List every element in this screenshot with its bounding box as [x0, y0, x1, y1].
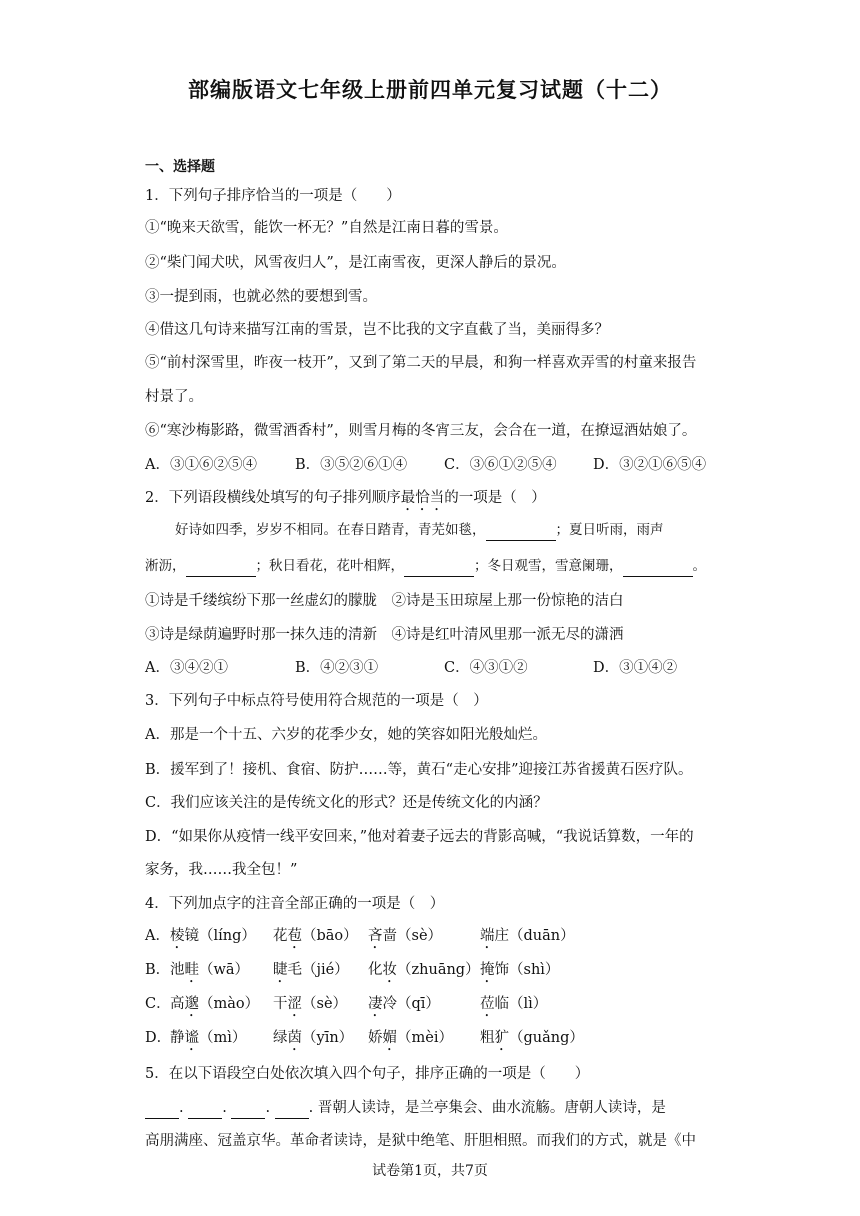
- q1-sentence-3: ③一提到雨，也就必然的要想到雪。: [145, 289, 377, 305]
- q4-pinyin-item: [273, 926, 358, 952]
- q4-item-post: 啬（sè）: [382, 928, 443, 944]
- q1-stem: 1．下列句子排序恰当的一项是（ ）: [145, 188, 401, 204]
- q4-item-dot: 媚: [382, 1030, 397, 1046]
- q4-option-label: C．: [145, 996, 171, 1012]
- q1-sentence-1: ①“晚来天欲雪，能饮一杯无？”自然是江南日暮的雪景。: [145, 220, 508, 236]
- q4-item-dot: 茵: [287, 1030, 302, 1046]
- q4-item-dot: 邈: [184, 996, 199, 1012]
- page-title: 部编版语文七年级上册前四单元复习试题（十二）: [188, 77, 672, 102]
- q4-pinyin-item: [170, 960, 249, 986]
- q4-item-pre: 干: [273, 996, 288, 1012]
- q4-pinyin-item: [273, 960, 349, 986]
- q2-stem-b: 的一项是（ ）: [444, 490, 546, 506]
- q4-pinyin-item: [368, 926, 442, 952]
- q2-blank-1: [486, 520, 556, 541]
- q2-stem-a: 2．下列语段横线处填写的句子排列顺序: [145, 490, 401, 506]
- q4-option-label: B．: [145, 962, 171, 978]
- q4-item-post: （wā）: [199, 962, 250, 978]
- q4-item-pre: 娇: [368, 1030, 383, 1046]
- q2-passage-1a: 好诗如四季，岁岁不相同。在春日踏青，青芜如毯，: [175, 522, 486, 538]
- q1-sentence-4: ④借这几句诗来描写江南的雪景，岂不比我的文字直截了当，美丽得多？: [145, 322, 609, 338]
- q2-sentences-1: ①诗是千缕缤纷下那一丝虚幻的朦胧 ②诗是玉田琼屋上那一份惊艳的洁白: [145, 593, 624, 609]
- q5-passage-line-2: 高朋满座、冠盖京华。革命者读诗，是狱中绝笔、肝胆相照。而我们的方式，就是《中: [145, 1133, 696, 1149]
- q4-stem: 4．下列加点字的注音全部正确的一项是（ ）: [145, 896, 445, 912]
- q4-pinyin-item: [273, 1028, 353, 1054]
- q4-item-pre: 高: [170, 996, 185, 1012]
- q4-item-post: （mèi）: [397, 1030, 453, 1046]
- q4-pinyin-item: [368, 960, 480, 986]
- q4-item-post: 冷（qī）: [382, 996, 440, 1012]
- q3-option-a: A．那是一个十五、六岁的花季少女，她的笑容如阳光般灿烂。: [145, 727, 547, 743]
- q4-pinyin-item: [480, 960, 559, 986]
- q5-stem: 5．在以下语段空白处依次填入四个句子，排序正确的一项是（ ）: [145, 1066, 590, 1082]
- q4-item-post: （mì）: [199, 1030, 247, 1046]
- q1-sentence-2: ②“柴门闻犬吠，风雪夜归人”，是江南雪夜，更深人静后的景况。: [145, 255, 566, 271]
- q2-sentences-2: ③诗是绿荫遍野时那一抹久违的清新 ④诗是红叶清风里那一派无尽的潇洒: [145, 627, 624, 643]
- q1-option-d: D．③②①⑥⑤④: [593, 457, 707, 473]
- q2-option-b: B．④②③①: [295, 660, 379, 676]
- q4-item-post: 毛（jié）: [287, 962, 349, 978]
- q3-stem: 3．下列句子中标点符号使用符合规范的一项是（ ）: [145, 693, 488, 709]
- q4-item-dot: 莅: [480, 996, 495, 1012]
- q4-item-post: （bāo）: [302, 928, 358, 944]
- q2-stem: [145, 488, 546, 514]
- q4-option-label: D．: [145, 1030, 172, 1046]
- q2-passage-line-1: [175, 520, 664, 541]
- q4-item-dot: 谧: [184, 1030, 199, 1046]
- q4-item-dot: 犷: [494, 1030, 509, 1046]
- q4-item-post: （guǎng）: [509, 1030, 584, 1046]
- q4-item-dot: 苞: [287, 928, 302, 944]
- q4-pinyin-item: [480, 1028, 584, 1054]
- q4-item-post: （mào）: [199, 996, 260, 1012]
- q5-passage-1: 晋朝人读诗，是兰亭集会、曲水流觞。唐朝人读诗，是: [317, 1100, 666, 1116]
- q3-option-d-line-2: 家务，我……我全包！”: [145, 862, 298, 878]
- q4-item-dot: 凄: [368, 996, 383, 1012]
- q1-option-b: B．③⑤②⑥①④: [295, 457, 408, 473]
- q4-item-dot: 掩: [480, 962, 495, 978]
- q4-item-post: 饰（shì）: [494, 962, 560, 978]
- q3-option-c: C．我们应该关注的是传统文化的形式？还是传统文化的内涵？: [145, 795, 548, 811]
- q2-passage-1b: ；夏日听雨，雨声: [555, 522, 664, 538]
- q4-item-dot: 睫: [273, 962, 288, 978]
- q2-passage-2a: 淅沥，: [145, 558, 186, 574]
- q4-item-dot: 吝: [368, 928, 383, 944]
- q4-item-post: （yīn）: [302, 1030, 354, 1046]
- q1-sentence-6: ⑥“寒沙梅影路，微雪酒香村”，则雪月梅的冬宵三友，会合在一道，在撩逗酒姑娘了。: [145, 423, 697, 439]
- q2-option-c: C．④③①②: [444, 660, 528, 676]
- q1-option-a: A．③①⑥②⑤④: [145, 457, 257, 473]
- q2-blank-2: [186, 556, 256, 577]
- q4-item-dot: 涩: [287, 996, 302, 1012]
- q4-pinyin-item: [273, 994, 347, 1020]
- q1-sentence-5b: 村景了。: [145, 389, 203, 405]
- q4-item-pre: 粗: [480, 1030, 495, 1046]
- q2-option-a: A．③④②①: [145, 660, 228, 676]
- q2-passage-2c: ；冬日观雪，雪意阑珊，: [474, 558, 623, 574]
- q4-pinyin-item: [170, 994, 259, 1020]
- q4-pinyin-item: [480, 926, 575, 952]
- q4-item-post: 庄（duān）: [494, 928, 575, 944]
- q4-item-post: （sè）: [302, 996, 348, 1012]
- q4-item-post: 镜（líng）: [184, 928, 256, 944]
- q5-passage-line-1: . . . . 晋朝人读诗，是兰亭集会、曲水流觞。唐朝人读诗，是: [145, 1098, 666, 1119]
- q5-blank-2: [188, 1098, 222, 1119]
- q3-option-d-line-1: D．“如果你从疫情一线平安回来，”他对着妻子远去的背影高喊，“我说话算数，一年的: [145, 829, 694, 845]
- q2-passage-2d: 。: [692, 558, 706, 574]
- q4-item-pre: 绿: [273, 1030, 288, 1046]
- q1-sentence-5a: ⑤“前村深雪里，昨夜一枝开”，又到了第二天的早晨，和狗一样喜欢弄雪的村童来报告: [145, 355, 697, 371]
- q4-pinyin-item: [368, 1028, 453, 1054]
- q4-item-dot: 棱: [170, 928, 185, 944]
- q4-item-pre: 静: [170, 1030, 185, 1046]
- q2-stem-dotted: 最恰当: [400, 490, 445, 506]
- q4-item-pre: 化: [368, 962, 383, 978]
- q2-blank-3: [404, 556, 474, 577]
- section-heading: 一、选择题: [145, 159, 215, 175]
- q1-option-c: C．③⑥①②⑤④: [444, 457, 557, 473]
- q4-pinyin-item: [170, 926, 256, 952]
- q4-item-post: （zhuāng）: [397, 962, 480, 978]
- q5-blank-1: [145, 1098, 179, 1119]
- q4-item-post: 临（lì）: [494, 996, 548, 1012]
- q4-item-dot: 妆: [382, 962, 397, 978]
- q4-pinyin-item: [368, 994, 440, 1020]
- q4-item-dot: 畦: [184, 962, 199, 978]
- q5-blank-3: [231, 1098, 265, 1119]
- q4-item-dot: 端: [480, 928, 495, 944]
- q3-option-b: B．援军到了！接机、食宿、防护……等，黄石“走心安排”迎接江苏省援黄石医疗队。: [145, 762, 693, 778]
- q4-pinyin-item: [170, 1028, 246, 1054]
- q4-pinyin-item: [480, 994, 547, 1020]
- q2-blank-4: [623, 556, 693, 577]
- q2-option-d: D．③①④②: [593, 660, 678, 676]
- q2-passage-line-2: [145, 556, 706, 577]
- q5-blank-4: [275, 1098, 309, 1119]
- q2-passage-2b: ；秋日看花，花叶相辉，: [255, 558, 404, 574]
- q4-item-pre: 池: [170, 962, 185, 978]
- q4-option-label: A．: [145, 928, 170, 944]
- q4-item-pre: 花: [273, 928, 288, 944]
- page-footer: 试卷第1页，共7页: [372, 1163, 488, 1179]
